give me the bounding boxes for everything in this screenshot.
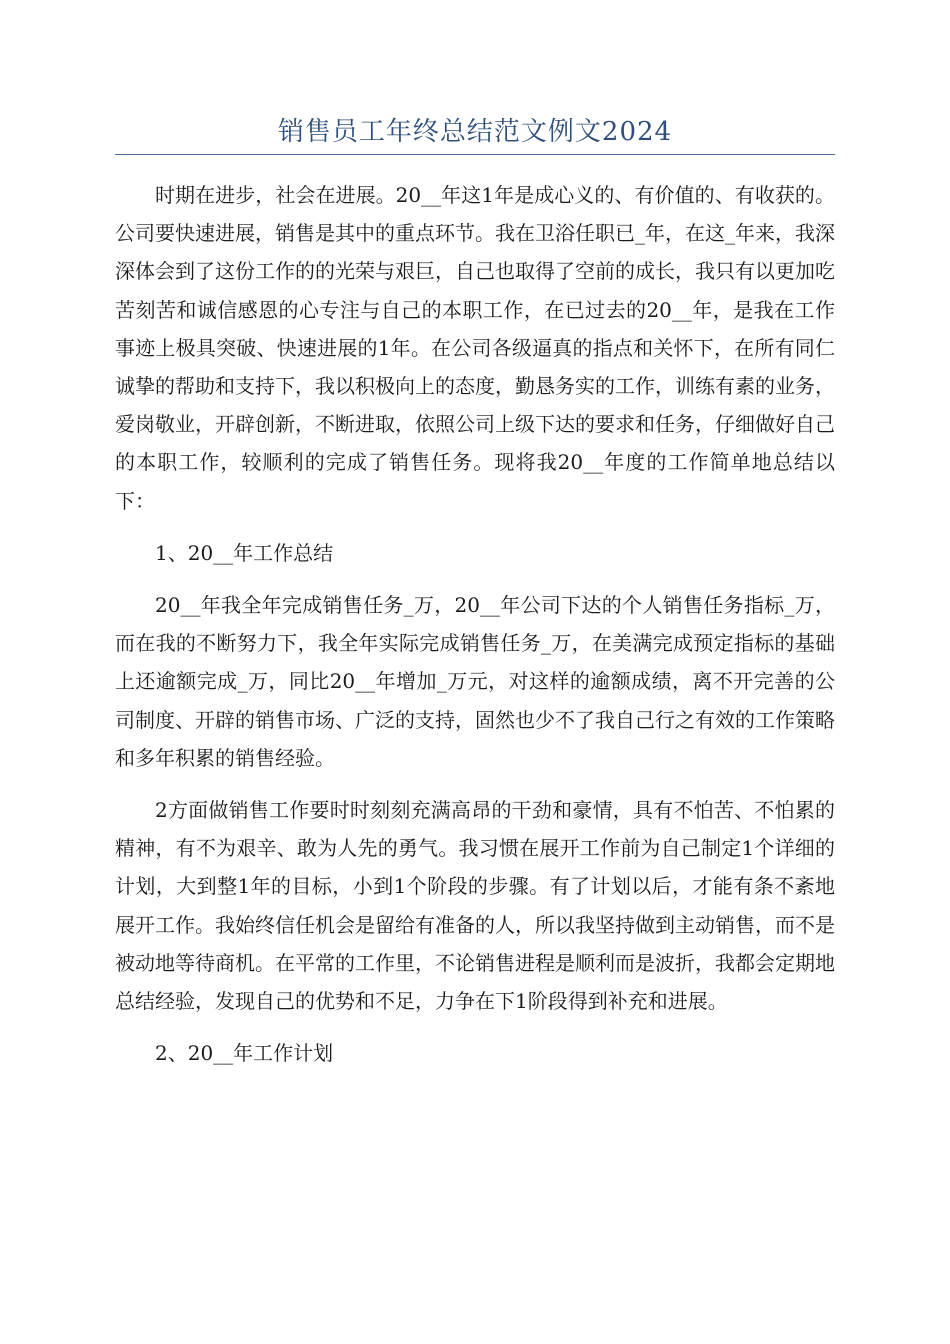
section-heading-plan: 2、20__年工作计划 [155, 1041, 334, 1066]
paragraph-work-attitude: 2方面做销售工作要时时刻刻充满高昂的干劲和豪情，具有不怕苦、不怕累的精神，有不为艰辛、敢为人先的勇气。我习惯在展开工作前为自己制定1个详细的计划，大到整1年的目标，小到1个阶段的步骤。有了计划以后，才能有条不紊地展开工作。我始终信任机会是留给有准备的人，所以我坚持做到主动销售，而不是被动地等待商机。在平常的工作里，不论销售进程是顺利而是波折，我都会定期地总结经验，发现自己的优势和不足，力争在下1阶段得到补充和进展。 [115, 798, 835, 1014]
document-body [115, 176, 835, 1086]
section-heading-summary: 1、20__年工作总结 [155, 540, 334, 565]
title-underline [115, 154, 835, 155]
document-title: 销售员工年终总结范文例文2024 [277, 117, 673, 147]
paragraph-sales-results: 20__年我全年完成销售任务_万，20__年公司下达的个人销售任务指标_万，而在我的不断努力下，我全年实际完成销售任务_万，在美满完成预定指标的基础上还逾额完成_万，同比20__年增加_万元，对这样的逾额成绩，离不开完善的公司制度、开辟的销售市场、广泛的支持，固然也少不了我自己行之有效的工作策略和多年积累的销售经验。 [115, 593, 835, 770]
paragraph-intro: 时期在进步，社会在进展。20__年这1年是成心义的、有价值的、有收获的。公司要快速进展，销售是其中的重点环节。我在卫浴任职已_年，在这_年来，我深深体会到了这份工作的的光荣与艰巨，自己也取得了空前的成长，我只有以更加吃苦刻苦和诚信感恩的心专注与自己的本职工作，在已过去的20__年，是我在工作事迹上极具突破、快速进展的1年。在公司各级逼真的指点和关怀下，在所有同仁诚挚的帮助和支持下，我以积极向上的态度，勤恳务实的工作，训练有素的业务，爱岗敬业，开辟创新，不断进取，依照公司上级下达的要求和任务，仔细做好自己的本职工作，较顺利的完成了销售任务。现将我20__年度的工作简单地总结以下： [115, 183, 835, 513]
